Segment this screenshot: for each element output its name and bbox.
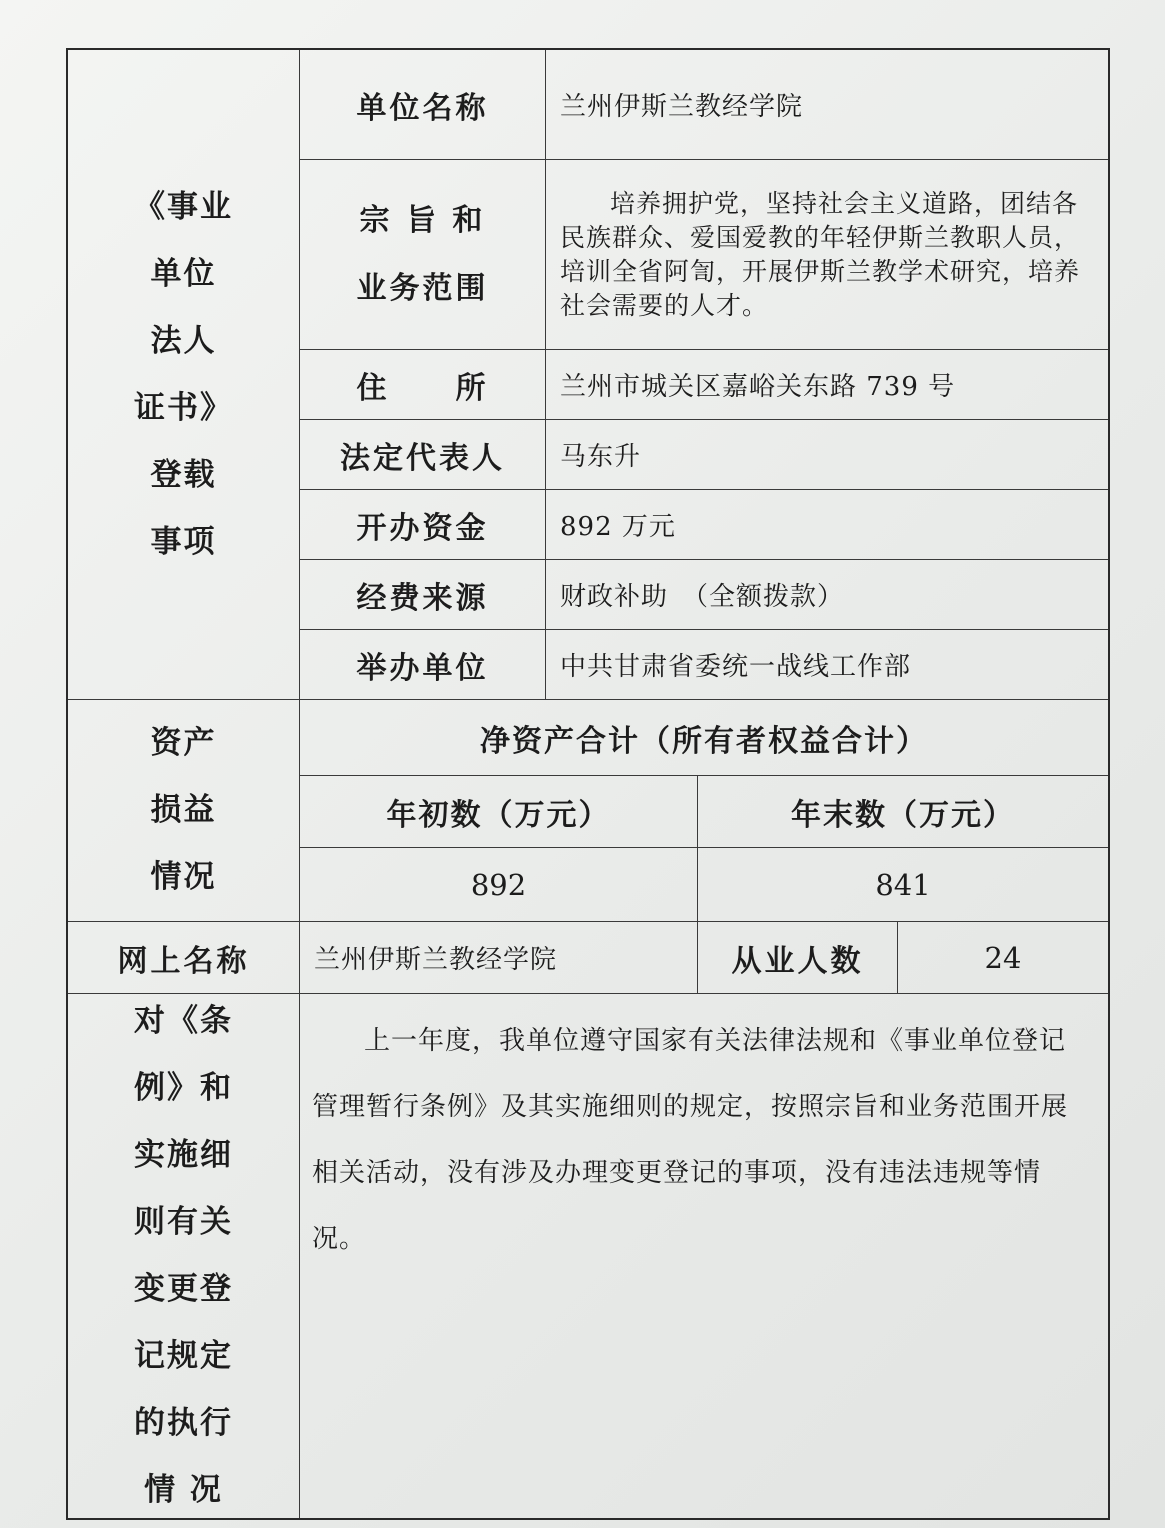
startup-funds-value: 892 万元 (546, 490, 1108, 560)
address-label: 住 所 (300, 350, 546, 420)
startup-funds-label: 开办资金 (300, 490, 546, 560)
online-name-label: 网上名称 (68, 922, 300, 994)
label-line: 对《条 (134, 1003, 233, 1039)
label-line: 情 况 (144, 1472, 223, 1508)
purpose-scope-value (546, 160, 1108, 350)
compliance-text: 上一年度，我单位遵守国家有关法律法规和《事业单位登记管理暂行条例》及其实施细则的规定，按照宗旨和业务范围开展相关活动，没有涉及办理变更登记的事项，没有违法违规等情况。 (312, 1026, 1069, 1254)
label-line: 变更登 (134, 1271, 233, 1307)
funding-source-label: 经费来源 (300, 560, 546, 630)
registration-table (66, 48, 1110, 1520)
legal-representative-label: 法定代表人 (300, 420, 546, 490)
label-line: 《事业 (134, 188, 233, 225)
funding-source-value: 财政补助 （全额拨款） (546, 560, 1108, 630)
label-line: 则有关 (134, 1204, 233, 1240)
legal-representative-value: 马东升 (546, 420, 1108, 490)
purpose-scope-text: 培养拥护党，坚持社会主义道路，团结各民族群众、爱国爱教的年轻伊斯兰教职人员，培训全省阿訇，开展伊斯兰教学术研究，培养社会需要的人才。 (560, 188, 1081, 320)
certificate-section-label (68, 50, 300, 700)
label-line: 宗 旨 和 (359, 202, 486, 238)
online-name-value: 兰州伊斯兰教经学院 (300, 922, 698, 994)
staff-count-value: 24 (898, 922, 1108, 994)
begin-year-value: 892 (300, 848, 698, 922)
label-line: 记规定 (134, 1338, 233, 1374)
sponsor-unit-value: 中共甘肃省委统一战线工作部 (546, 630, 1108, 700)
end-year-value: 841 (698, 848, 1108, 922)
purpose-scope-label (300, 160, 546, 350)
compliance-text-cell (300, 994, 1108, 1518)
label-line: 资产 (150, 725, 217, 761)
label-line: 情况 (150, 859, 217, 895)
label-line: 证书》 (134, 389, 233, 426)
label-line: 的执行 (134, 1405, 233, 1441)
staff-count-label: 从业人数 (698, 922, 898, 994)
unit-name-label: 单位名称 (300, 50, 546, 160)
label-line: 业务范围 (356, 270, 489, 306)
end-year-header: 年末数（万元） (698, 776, 1108, 848)
label-line: 法人 (150, 322, 217, 359)
unit-name-value: 兰州伊斯兰教经学院 (546, 50, 1108, 160)
label-line: 例》和 (134, 1070, 233, 1106)
assets-section-label (68, 700, 300, 922)
sponsor-unit-label: 举办单位 (300, 630, 546, 700)
address-value: 兰州市城关区嘉峪关东路 739 号 (546, 350, 1108, 420)
label-line: 登载 (150, 456, 217, 493)
label-line: 损益 (150, 792, 217, 828)
begin-year-header: 年初数（万元） (300, 776, 698, 848)
compliance-section-label (68, 994, 300, 1518)
label-line: 单位 (150, 255, 217, 292)
label-line: 事项 (150, 523, 217, 560)
net-assets-header: 净资产合计（所有者权益合计） (300, 700, 1108, 776)
label-line: 实施细 (134, 1137, 233, 1173)
